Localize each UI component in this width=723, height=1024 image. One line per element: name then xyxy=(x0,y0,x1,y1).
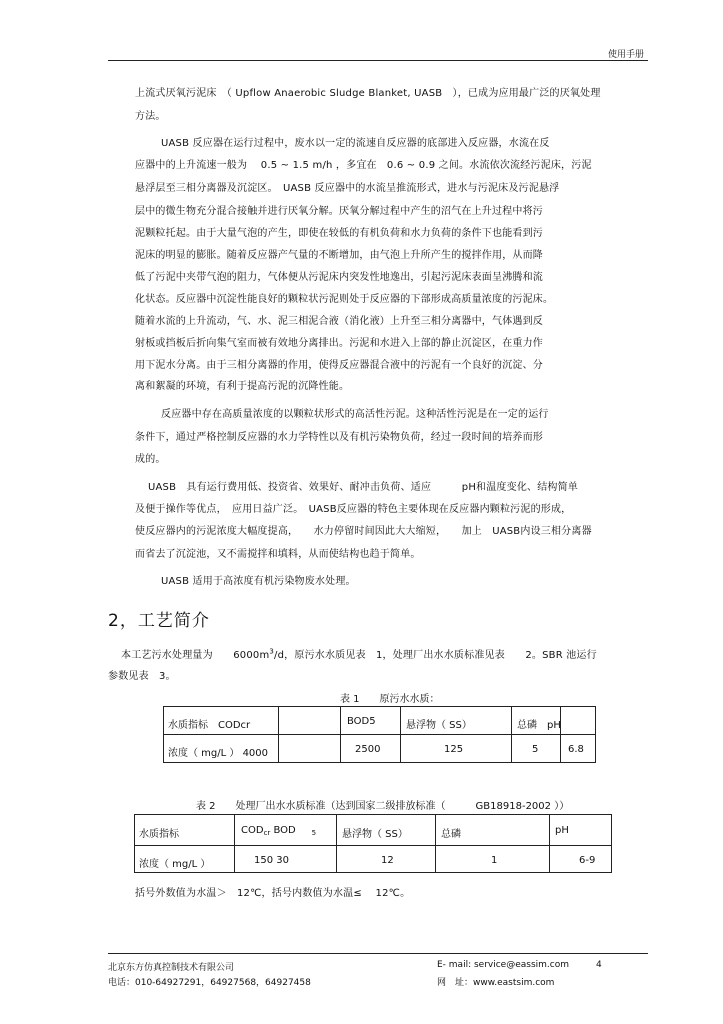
para1-line: 应器中的上升流速一般为 0.5 ~ 1.5 m/h ，多宜在 0.6 ~ 0.9 之间。水流依次流经污泥床，污泥 xyxy=(135,160,592,171)
table1-row-concentration: 浓度（ mg/L ） 4000 xyxy=(168,748,269,759)
footer-company: 北京东方仿真控制技术有限公司 xyxy=(108,963,235,973)
para1-line: 随着水流的上升流动，气、水、泥三相泥合液（消化液）上升至三相分离器中，气体遇到反 xyxy=(135,316,543,327)
table1 xyxy=(163,706,596,763)
table2-col-divider xyxy=(234,815,235,872)
table2-cod-subscript: cr xyxy=(263,829,271,837)
para4-line: UASB 适用于高浓度有机污染物废水处理。 xyxy=(161,576,356,587)
footer-phone: 电话：010-64927291，64927568，64927458 xyxy=(108,978,311,988)
table1-value-bod: 2500 xyxy=(355,744,381,755)
table2-bod-subscript: 5 xyxy=(311,829,317,837)
table1-col-divider xyxy=(278,707,279,762)
footer-email: E- mail: service@eassim.com xyxy=(437,960,569,970)
footer-website: 网 址：www.eastsim.com xyxy=(437,978,555,988)
table2-row-divider xyxy=(135,845,611,846)
para1-line: 泥床的明显的膨胀。随着反应器产气量的不断增加，由气泡上升所产生的搅拌作用，从而降 xyxy=(135,250,543,261)
table2-header-cod-bod xyxy=(241,825,316,837)
para1-line: 层中的微生物充分混合接触并进行厌氧分解。厌氧分解过程中产生的沼气在上升过程中将污 xyxy=(135,206,543,217)
para1-line: UASB 反应器在运行过程中，废水以一定的流速自反应器的底部进入反应器，水流在反 xyxy=(161,138,550,149)
table2 xyxy=(134,814,612,873)
table1-col-divider xyxy=(400,707,401,762)
table2-header-tp: 总磷 xyxy=(441,829,461,840)
table2-col-divider xyxy=(549,815,550,872)
para3-line: 及便于操作等优点， 应用日益广泛。 UASB反应器的特色主要体现在反应器内颗粒污泥的形成， xyxy=(135,504,572,515)
table2-header-index: 水质指标 xyxy=(139,829,179,840)
table2-row-concentration: 浓度（ mg/L ） xyxy=(139,859,211,870)
table1-header-index: 水质指标 CODcr xyxy=(168,720,251,731)
table1-col-divider xyxy=(511,707,512,762)
section-para-text-b: /d，原污水水质见表 1，处理厂出水水质标准见表 2。SBR 池运行 xyxy=(274,650,597,661)
section-para-line1 xyxy=(121,646,597,661)
table2-value-cod-bod: 150 30 xyxy=(254,855,289,866)
para1-line: 低了污泥中夹带气泡的阻力，气体便从污泥床内突发性地逸出，引起污泥床表面呈沸腾和流 xyxy=(135,272,543,283)
para3-line: 而省去了沉淀池，又不需搅拌和填料，从而使结构也趋于简单。 xyxy=(135,549,421,560)
table1-row-divider xyxy=(164,734,595,735)
intro-line: 上流式厌氧污泥床 （ Upflow Anaerobic Sludge Blanket, UASB ），已成为应用最广泛的厌氧处理 xyxy=(135,88,601,99)
para3-line: UASB 具有运行费用低、投资省、效果好、耐冲击负荷、适应 pH和温度变化、结构简单 xyxy=(148,482,579,493)
table1-header-bod: BOD5 xyxy=(347,716,376,727)
table2-value-ph: 6-9 xyxy=(579,855,596,866)
para1-line: 射板或挡板后折向集气室而被有效地分离排出。污泥和水进入上部的静止沉淀区，在重力作 xyxy=(135,338,543,349)
table2-bod-label: BOD xyxy=(270,825,296,836)
table2-header-ph: pH xyxy=(555,825,569,836)
table1-header-tp-ph: 总磷 pH xyxy=(517,720,561,731)
para1-line: 化状态。反应器中沉淀性能良好的颗粒状污泥则处于反应器的下部形成高质量浓度的污泥床。 xyxy=(135,294,554,305)
table2-header-ss: 悬浮物（ SS） xyxy=(342,829,408,840)
section-para-line2: 参数见表 3。 xyxy=(108,671,176,682)
para2-line: 条件下，通过严格控制反应器的水力学特性以及有机污染物负荷，经过一段时间的培养而形 xyxy=(135,432,543,443)
table2-caption: 表 2 处理厂出水水质标准（达到国家二级排放标准（ GB18918-2002 ）） xyxy=(196,801,570,812)
table2-value-tp: 1 xyxy=(491,855,498,866)
table1-header-ss: 悬浮物（ SS） xyxy=(406,720,472,731)
running-header: 使用手册 xyxy=(608,50,645,60)
para2-line: 反应器中存在高质量浓度的以颗粒状形式的高活性污泥。这种活性污泥是在一定的运行 xyxy=(161,409,549,420)
para1-line: 用下泥水分离。由于三相分离器的作用，使得反应器混合液中的污泥有一个良好的沉淀、分 xyxy=(135,360,543,371)
table1-value-ph: 6.8 xyxy=(568,744,584,755)
table1-value-tp: 5 xyxy=(532,744,539,755)
table1-col-divider xyxy=(340,707,341,762)
table1-value-ss: 125 xyxy=(444,744,464,755)
table2-col-divider xyxy=(336,815,337,872)
para3-line: 使反应器内的污泥浓度大幅度提高， 水力停留时间因此大大缩短， 加上 UASB内设三相分离器 xyxy=(135,526,592,537)
temperature-note: 括号外数值为水温＞ 12℃，括号内数值为水温≤ 12℃。 xyxy=(135,888,411,899)
section-heading: 2，工艺简介 xyxy=(108,611,210,631)
section-para-text-a: 本工艺污水处理量为 6000m xyxy=(121,650,270,661)
table2-col-divider xyxy=(435,815,436,872)
header-rule xyxy=(108,60,648,61)
para1-line: 离和絮凝的环境，有利于提高污泥的沉降性能。 xyxy=(135,381,350,392)
table1-caption: 表 1 原污水水质： xyxy=(340,694,440,705)
table2-cod-label: COD xyxy=(241,825,264,836)
superscript-3: 3 xyxy=(269,647,275,656)
table2-value-ss: 12 xyxy=(381,855,394,866)
footer-rule xyxy=(108,953,648,954)
para2-line: 成的。 xyxy=(135,454,166,465)
page-number: 4 xyxy=(596,960,602,970)
intro-line: 方法。 xyxy=(135,111,166,122)
para1-line: 悬浮层至三相分离器及沉淀区。 UASB 反应器中的水流呈推流形式，进水与污泥床及污泥悬浮 xyxy=(135,183,560,194)
para1-line: 泥颗粒托起。由于大量气泡的产生，即使在较低的有机负荷和水力负荷的条件下也能看到污 xyxy=(135,228,543,239)
